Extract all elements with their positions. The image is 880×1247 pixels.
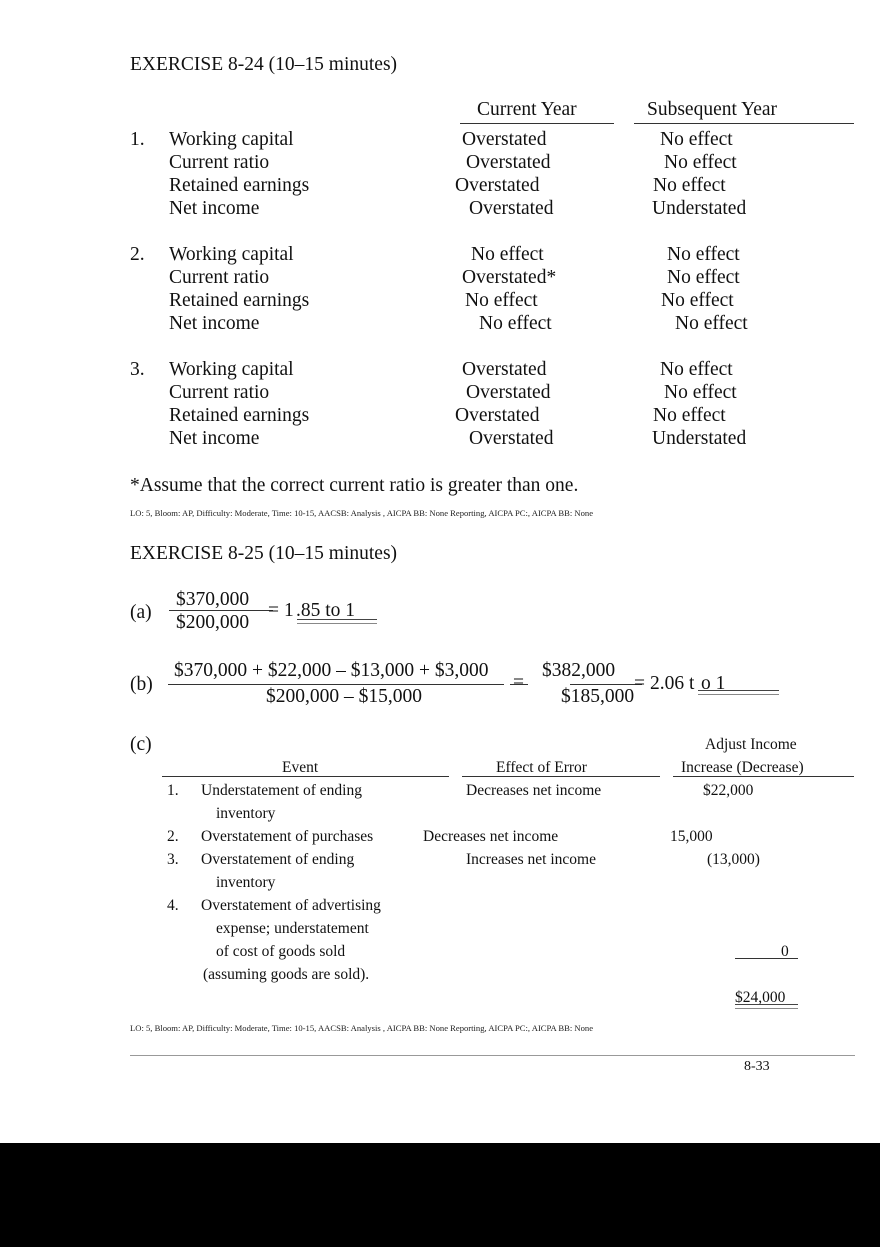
row-label: Retained earnings — [169, 290, 310, 311]
fraction-bar — [169, 610, 273, 611]
exercise-8-25-title: EXERCISE 8-25 (10–15 minutes) — [130, 543, 398, 564]
row-label: Net income — [169, 428, 260, 449]
row-label: Current ratio — [169, 152, 270, 173]
event-text: Overstatement of ending — [201, 851, 355, 868]
event-text-cont: (assuming goods are sold). — [203, 966, 370, 983]
result-prefix: 1 — [284, 600, 294, 621]
part-label: (c) — [130, 734, 152, 755]
current-year-effect: Overstated — [462, 129, 547, 150]
col-header-current-year: Current Year — [477, 99, 577, 120]
subsequent-year-effect: No effect — [653, 405, 726, 426]
part-label: (b) — [130, 674, 153, 695]
row-number: 1. — [167, 782, 179, 799]
subsequent-year-effect: No effect — [664, 152, 737, 173]
subsequent-year-effect: Understated — [652, 428, 747, 449]
current-year-effect: Overstated — [466, 382, 551, 403]
equals-sign: = — [513, 672, 524, 693]
fraction-denominator: $200,000 – $15,000 — [266, 686, 422, 707]
current-year-effect: No effect — [465, 290, 538, 311]
group-number: 3. — [130, 359, 145, 380]
row-label: Net income — [169, 313, 260, 334]
row-label: Working capital — [169, 129, 294, 150]
footer-divider — [130, 1055, 855, 1056]
subsequent-year-effect: No effect — [661, 290, 734, 311]
row-label: Current ratio — [169, 267, 270, 288]
subsequent-year-effect: No effect — [660, 359, 733, 380]
event-text-cont: of cost of goods sold — [216, 943, 346, 960]
fraction-numerator-2: $382,000 — [542, 660, 616, 681]
row-label: Net income — [169, 198, 260, 219]
current-year-effect: No effect — [471, 244, 544, 265]
effect-text: Increases net income — [466, 851, 596, 868]
double-underline — [698, 690, 779, 695]
subsequent-year-effect: No effect — [667, 267, 740, 288]
header-underline-event — [162, 776, 449, 777]
event-text: Understatement of ending — [201, 782, 362, 799]
equals-dash — [510, 684, 528, 685]
row-label: Retained earnings — [169, 175, 310, 196]
group-number: 2. — [130, 244, 145, 265]
result-ratio: o 1 — [701, 673, 726, 694]
row-label: Working capital — [169, 244, 294, 265]
part-label: (a) — [130, 602, 152, 623]
result-prefix: 2.06 t — [650, 673, 695, 694]
subsequent-year-effect: No effect — [660, 129, 733, 150]
double-underline — [297, 619, 377, 624]
adjust-amount: (13,000) — [707, 851, 760, 868]
current-year-effect: Overstated — [466, 152, 551, 173]
header-underline-adjust — [673, 776, 854, 777]
total-amount: $24,000 — [735, 989, 786, 1006]
event-text: Overstatement of advertising — [201, 897, 381, 914]
col-header-event: Event — [282, 759, 319, 776]
row-label: Working capital — [169, 359, 294, 380]
row-number: 4. — [167, 897, 179, 914]
row-number: 2. — [167, 828, 179, 845]
subtotal-underline — [735, 958, 798, 959]
fraction-numerator: $370,000 + $22,000 – $13,000 + $3,000 — [174, 660, 489, 681]
header-underline-subsequent — [634, 123, 854, 124]
fraction-denominator: $200,000 — [176, 612, 250, 633]
col-header-effect: Effect of Error — [496, 759, 587, 776]
effect-text: Decreases net income — [466, 782, 602, 799]
adjust-amount: $22,000 — [703, 782, 754, 799]
event-text: Overstatement of purchases — [201, 828, 374, 845]
equals-sign: = — [268, 600, 279, 621]
event-text-cont: expense; understatement — [216, 920, 369, 937]
row-label: Current ratio — [169, 382, 270, 403]
col-header-adjust-line1: Adjust Income — [705, 736, 797, 753]
footnote: *Assume that the correct current ratio is greater than one. — [130, 475, 579, 496]
subsequent-year-effect: No effect — [653, 175, 726, 196]
col-header-adjust-line2: Increase (Decrease) — [681, 759, 804, 776]
fraction-bar-2 — [570, 684, 642, 685]
current-year-effect: Overstated — [469, 198, 554, 219]
subsequent-year-effect: No effect — [664, 382, 737, 403]
adjust-amount: 15,000 — [670, 828, 713, 845]
result-ratio: .85 to 1 — [296, 600, 356, 621]
col-header-subsequent-year: Subsequent Year — [647, 99, 777, 120]
header-underline-current — [460, 123, 614, 124]
subsequent-year-effect: No effect — [667, 244, 740, 265]
fraction-numerator: $370,000 — [176, 589, 250, 610]
subsequent-year-effect: No effect — [675, 313, 748, 334]
learning-objective-meta: LO: 5, Bloom: AP, Difficulty: Moderate, Time: 10-15, AACSB: Analysis , AICPA BB: None Reporting, AICPA PC:, AICPA BB: None — [130, 1023, 594, 1033]
current-year-effect: No effect — [479, 313, 552, 334]
current-year-effect: Overstated — [455, 405, 540, 426]
effect-text: Decreases net income — [423, 828, 559, 845]
adjust-amount: 0 — [781, 943, 789, 960]
event-text-cont: inventory — [216, 805, 276, 822]
total-double-underline — [735, 1004, 798, 1009]
group-number: 1. — [130, 129, 145, 150]
page-number: 8-33 — [744, 1059, 770, 1074]
row-number: 3. — [167, 851, 179, 868]
fraction-bar — [168, 684, 504, 685]
current-year-effect: Overstated — [462, 359, 547, 380]
row-label: Retained earnings — [169, 405, 310, 426]
event-text-cont: inventory — [216, 874, 276, 891]
exercise-8-24-title: EXERCISE 8-24 (10–15 minutes) — [130, 54, 398, 75]
current-year-effect: Overstated — [455, 175, 540, 196]
bottom-black-band — [0, 1143, 880, 1247]
current-year-effect: Overstated* — [462, 267, 557, 288]
equals-sign-2: = — [634, 673, 645, 694]
fraction-denominator-2: $185,000 — [561, 686, 635, 707]
current-year-effect: Overstated — [469, 428, 554, 449]
header-underline-effect — [462, 776, 660, 777]
subsequent-year-effect: Understated — [652, 198, 747, 219]
learning-objective-meta: LO: 5, Bloom: AP, Difficulty: Moderate, Time: 10-15, AACSB: Analysis , AICPA BB: None Reporting, AICPA PC:, AICPA BB: None — [130, 508, 594, 518]
